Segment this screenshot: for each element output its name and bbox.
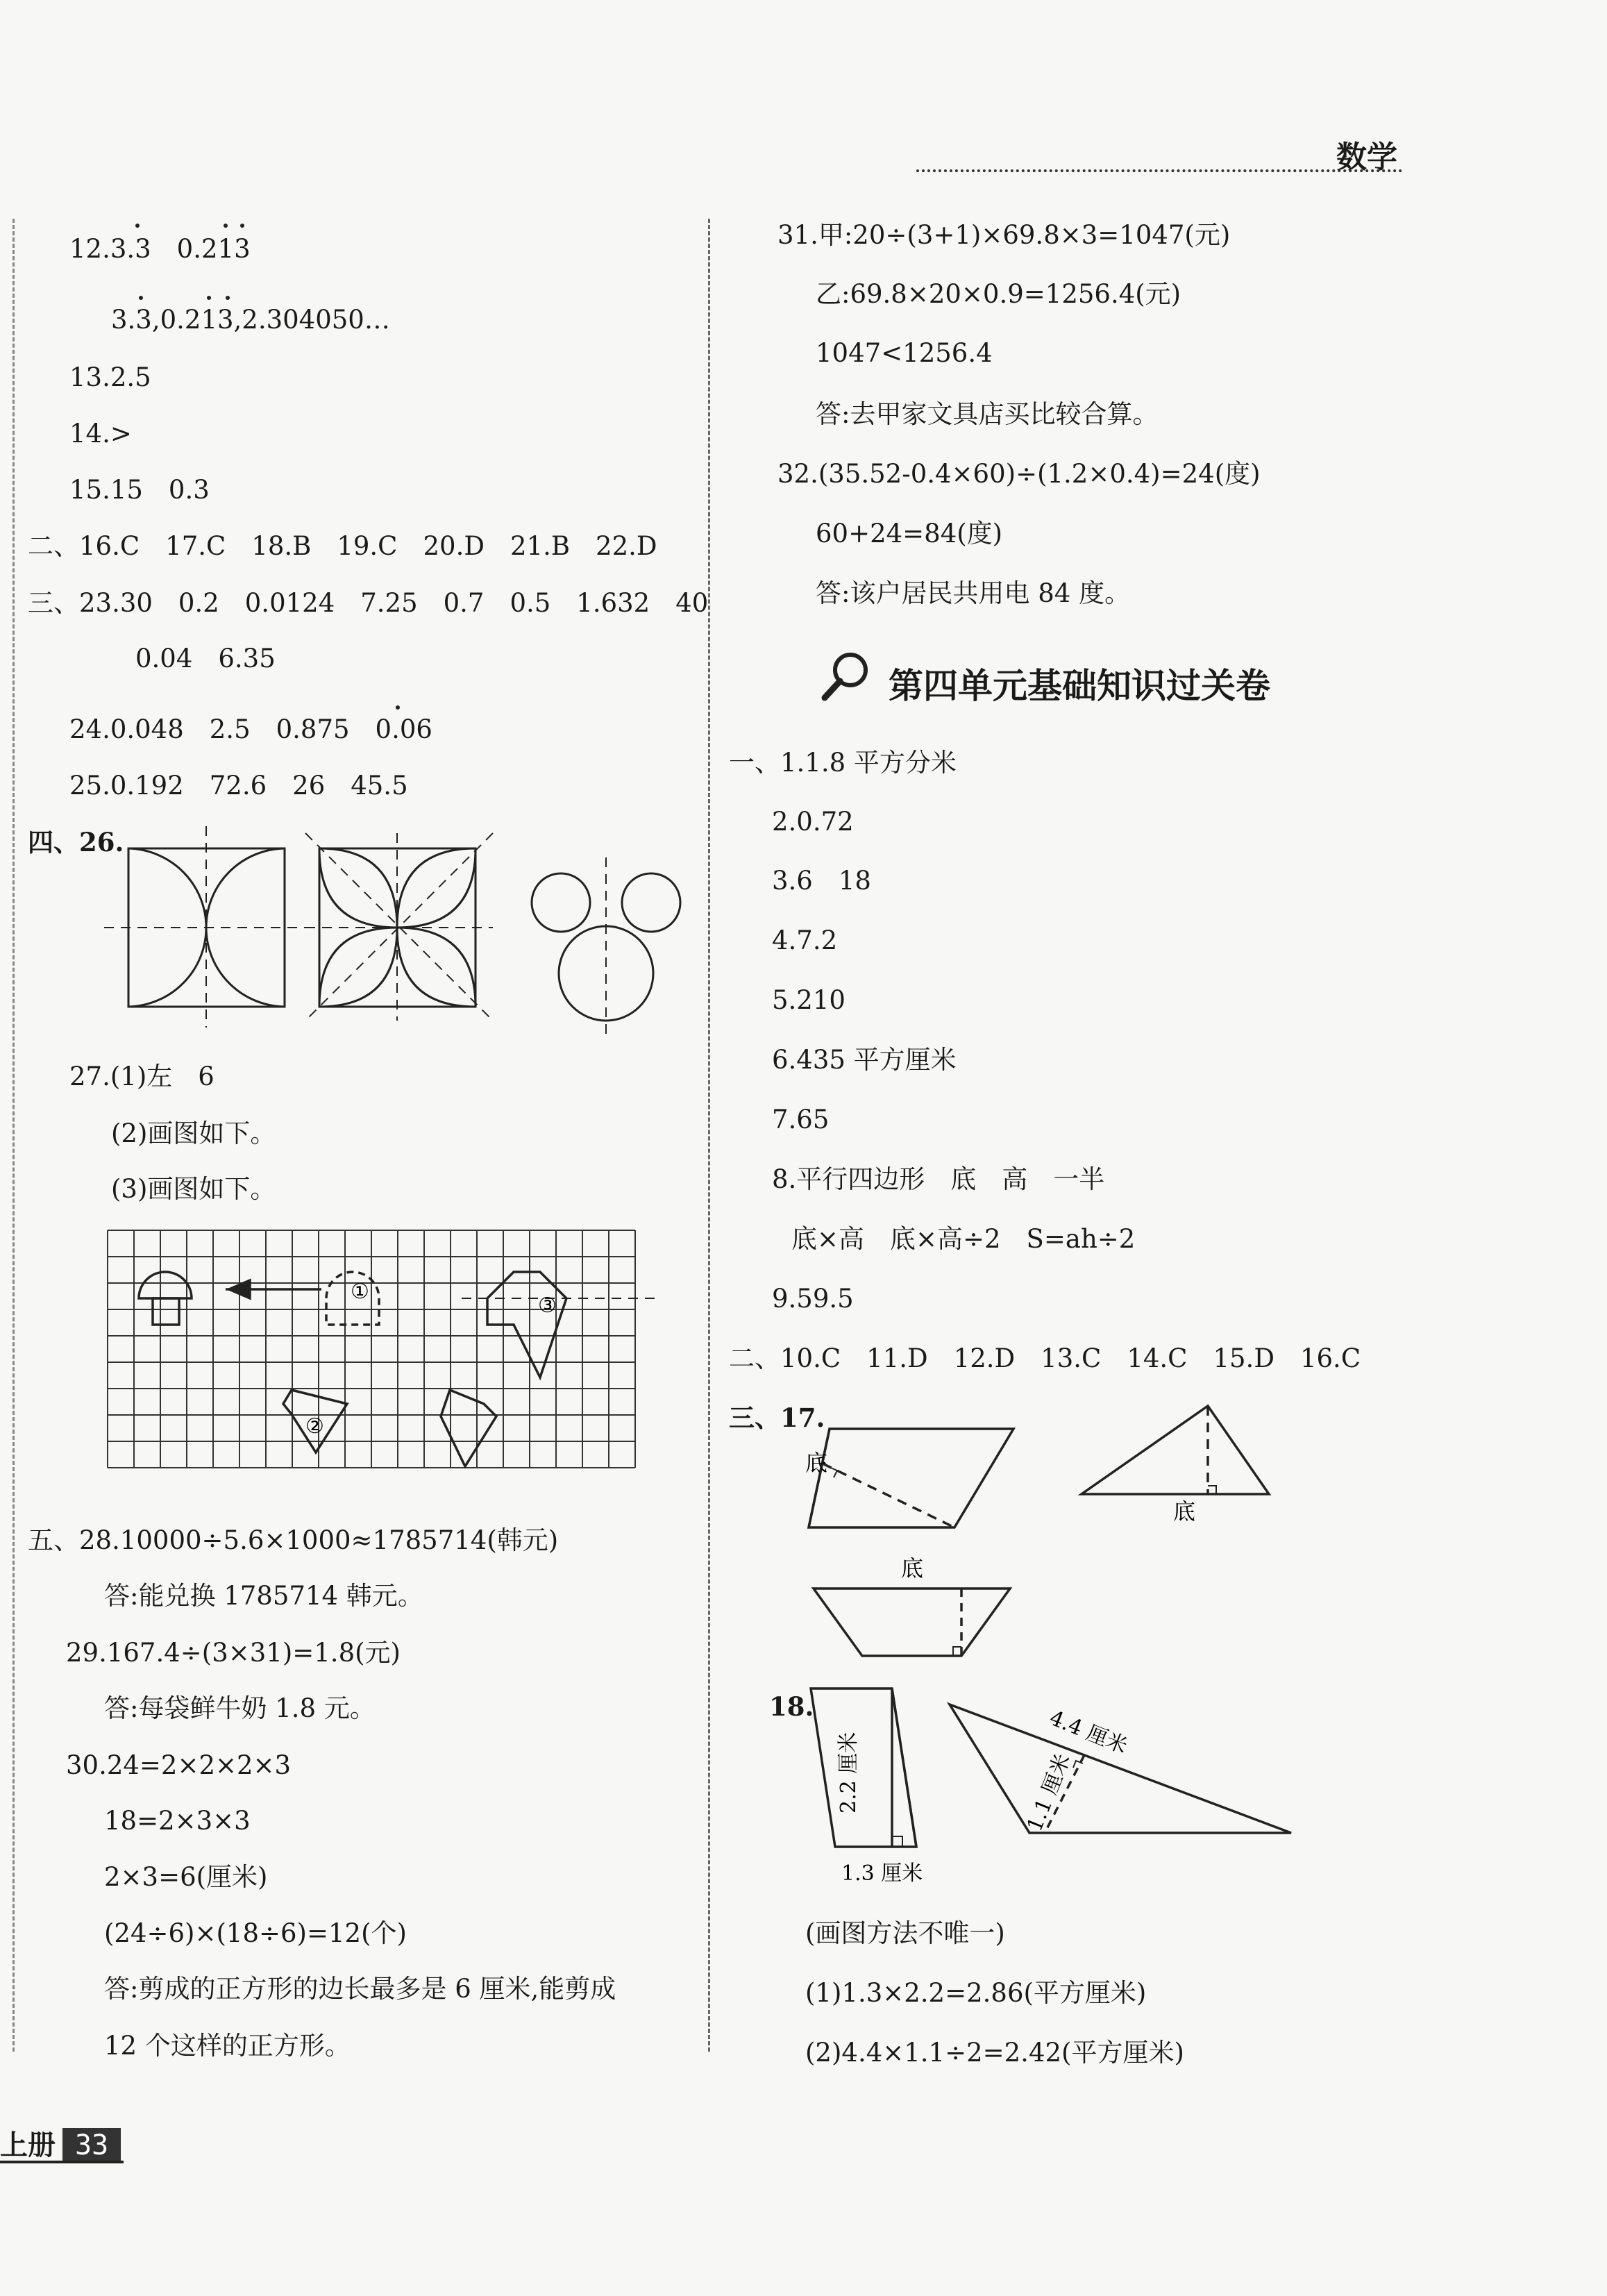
answer-line: (24÷6)×(18÷6)=12(个)	[104, 1918, 407, 1948]
subject-title: 数学	[1336, 140, 1397, 175]
answer-line: 15.15 0.3	[69, 475, 210, 505]
answer-line: 12.3.3 0.213	[69, 234, 251, 264]
answer-line: 6.435 平方厘米	[772, 1045, 957, 1075]
label-4-4cm: 4.4 厘米	[1046, 1705, 1131, 1759]
label-circle-3: ③	[538, 1293, 557, 1318]
label-circle-2: ②	[305, 1414, 324, 1439]
answer-line: 60+24=84(度)	[816, 519, 1003, 548]
answer-line: 27.(1)左 6	[69, 1062, 214, 1091]
measured-triangle	[950, 1704, 1291, 1833]
answer-line: 答:剪成的正方形的边长最多是 6 厘米,能剪成	[104, 1974, 616, 2004]
answer-line: 3.6 18	[772, 866, 871, 896]
answer-line: 2×3=6(厘米)	[104, 1862, 268, 1892]
page-footer	[0, 2123, 121, 2163]
answer-line: 7.65	[772, 1105, 830, 1134]
label-1-1cm: 1.1 厘米	[1022, 1750, 1076, 1835]
answer-line: 29.167.4÷(3×31)=1.8(元)	[66, 1638, 401, 1668]
answer-line: 答:每袋鲜牛奶 1.8 元。	[104, 1693, 376, 1723]
answer-line: 24.0.048 2.5 0.875 0.06	[69, 714, 432, 744]
answer-line: 25.0.192 72.6 26 45.5	[69, 771, 408, 801]
answer-line: 12 个这样的正方形。	[104, 2031, 351, 2061]
footer-rule	[0, 2161, 124, 2163]
answer-line: 五、28.10000÷5.6×1000≈1785714(韩元)	[28, 1525, 559, 1555]
answer-line: 答:能兑换 1785714 韩元。	[104, 1581, 423, 1611]
answer-line: 5.210	[772, 985, 845, 1015]
section-title: 第四单元基础知识过关卷	[889, 666, 1270, 706]
measured-parallelogram	[811, 1689, 916, 1847]
answer-line: (3)画图如下。	[111, 1174, 276, 1204]
answer-line: 32.(35.52-0.4×60)÷(1.2×0.4)=24(度)	[777, 459, 1261, 489]
volume-label: 上册	[0, 2129, 56, 2161]
answer-line: 31.甲:20÷(3+1)×69.8×3=1047(元)	[777, 220, 1231, 250]
answer-line: 四、26.	[28, 827, 124, 857]
answer-line: 13.2.5	[69, 362, 151, 392]
answer-line: 1047<1256.4	[816, 338, 993, 368]
answer-line: (2)画图如下。	[111, 1118, 276, 1148]
label-circle-1: ①	[351, 1280, 369, 1304]
answer-line: 一、1.1.8 平方分米	[729, 748, 957, 778]
answer-line: 8.平行四边形 底 高 一半	[772, 1164, 1105, 1194]
answer-line: 14.>	[69, 419, 132, 449]
answer-line: 30.24=2×2×2×3	[66, 1750, 292, 1780]
answer-line: 18.	[769, 1691, 814, 1722]
answer-line: 3.3,0.213,2.304050…	[111, 305, 390, 335]
answer-line: 18=2×3×3	[104, 1806, 251, 1836]
base-label-trapezoid: 底	[901, 1555, 924, 1582]
label-1-3cm: 1.3 厘米	[841, 1861, 923, 1886]
answer-line: 三、17.	[729, 1402, 825, 1433]
answer-line: 二、16.C 17.C 18.B 19.C 20.D 21.B 22.D	[28, 531, 657, 561]
base-label-parallelogram: 底	[805, 1450, 828, 1476]
answer-line: (2)4.4×1.1÷2=2.42(平方厘米)	[805, 2038, 1184, 2068]
answer-line: 0.04 6.35	[135, 644, 276, 673]
answer-line: 答:去甲家文具店买比较合算。	[816, 399, 1159, 429]
answer-line: (画图方法不唯一)	[805, 1918, 1005, 1948]
answer-line: 底×高 底×高÷2 S=ah÷2	[791, 1224, 1136, 1254]
answer-line: 三、23.30 0.2 0.0124 7.25 0.7 0.5 1.632 40	[28, 588, 709, 618]
answer-line: 2.0.72	[772, 807, 854, 837]
answer-line: 乙:69.8×20×0.9=1256.4(元)	[816, 279, 1181, 309]
answer-line: 9.59.5	[772, 1284, 854, 1314]
label-2-2cm: 2.2 厘米	[836, 1732, 861, 1813]
page-number: 33	[62, 2128, 121, 2163]
answer-line: (1)1.3×2.2=2.86(平方厘米)	[805, 1978, 1147, 2008]
answer-line: 4.7.2	[772, 925, 838, 955]
answer-line: 答:该户居民共用电 84 度。	[816, 578, 1131, 608]
base-label-triangle: 底	[1173, 1498, 1196, 1525]
answer-line: 二、10.C 11.D 12.D 13.C 14.C 15.D 16.C	[729, 1343, 1361, 1373]
